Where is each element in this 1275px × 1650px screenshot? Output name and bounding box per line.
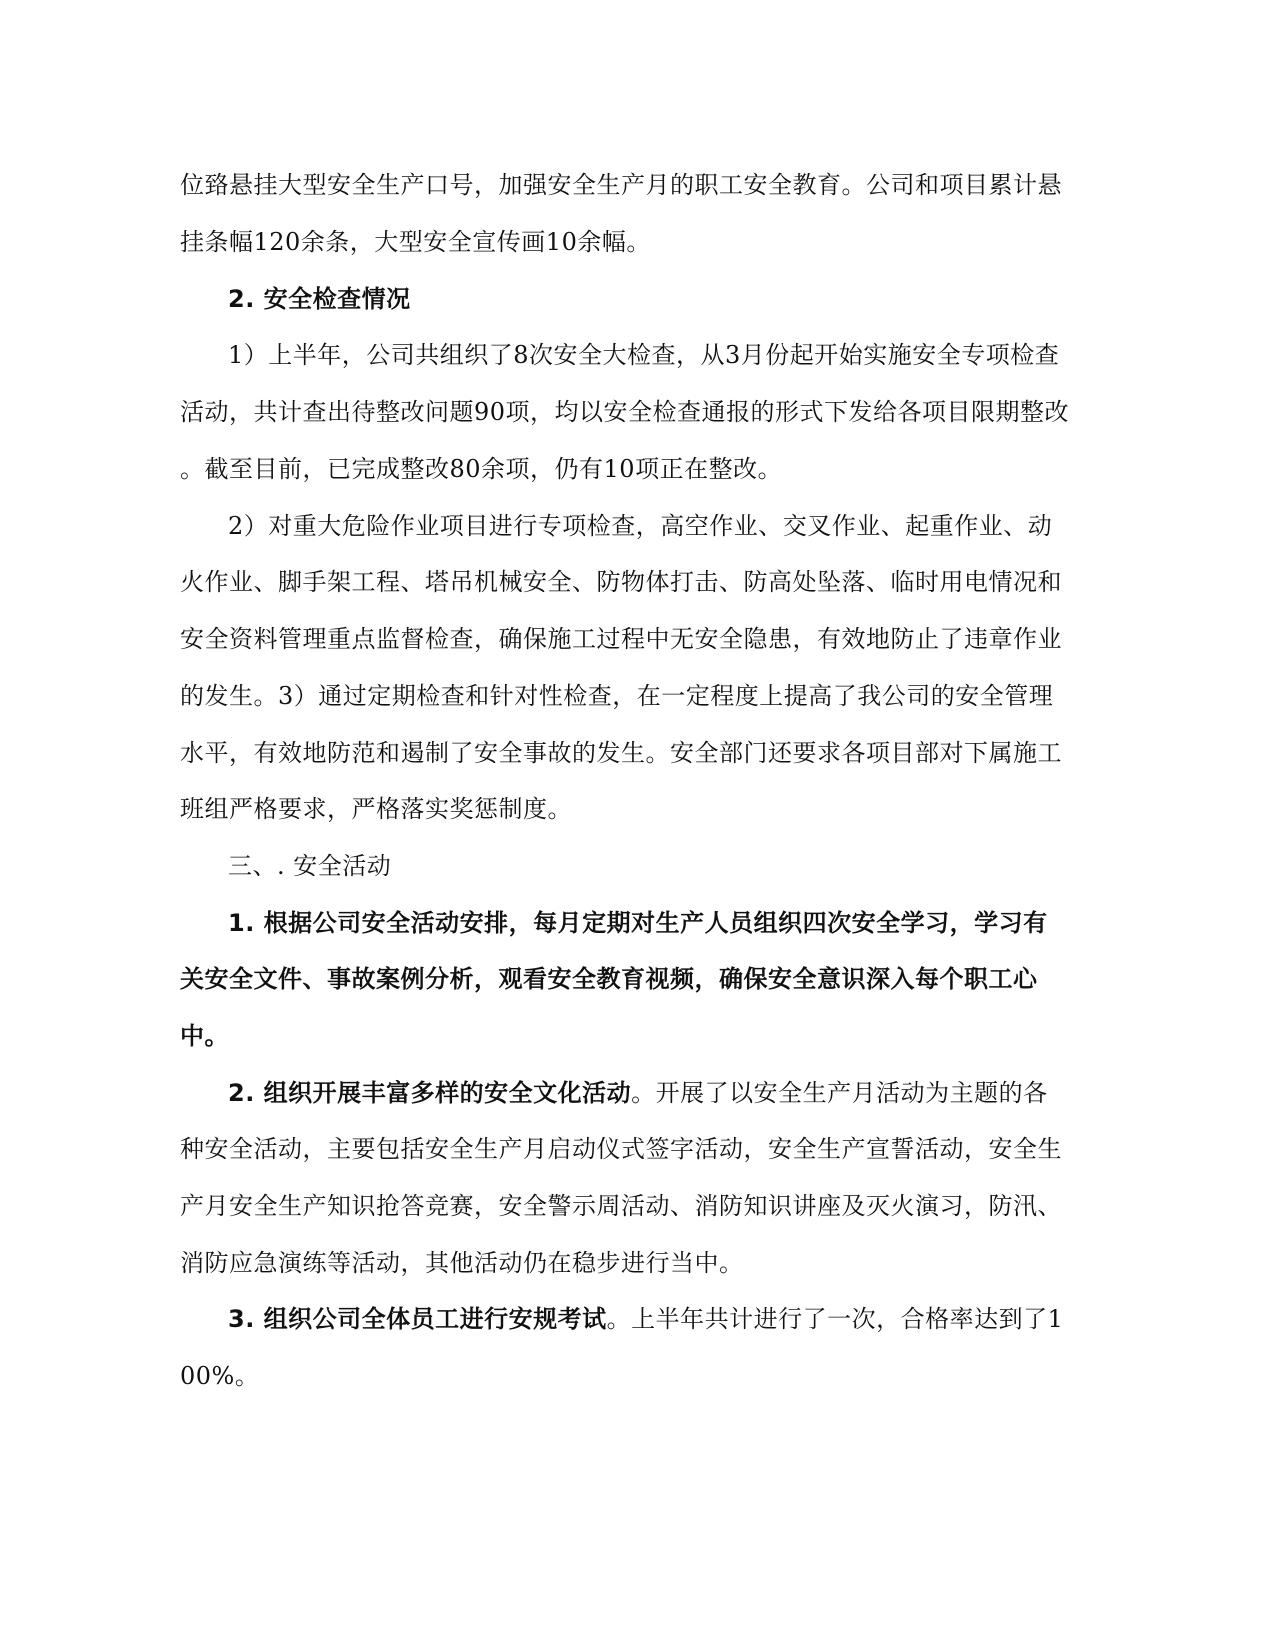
mixed-line <box>228 1304 1063 1334</box>
bold-line: 1. 根据公司安全活动安排，每月定期对生产人员组织四次安全学习，学习有 <box>228 909 1048 937</box>
section-heading: 2. 安全检查情况 <box>228 285 411 313</box>
body-text: 。上半年共计进行了一次，合格率达到了1 <box>606 1305 1064 1333</box>
body-line: 种安全活动，主要包括安全生产月启动仪式签字活动，安全生产宣誓活动，安全生 <box>180 1135 1062 1163</box>
body-line: 水平，有效地防范和遏制了安全事故的发生。安全部门还要求各项目部对下属施工 <box>180 739 1062 767</box>
body-line: 活动，共计查出待整改问题90项，均以安全检查通报的形式下发给各项目限期整改 <box>180 398 1070 426</box>
bold-lead: 2. 组织开展丰富多样的安全文化活动 <box>228 1079 632 1107</box>
mixed-line <box>228 1078 1048 1108</box>
bold-lead: 3. 组织公司全体员工进行安规考试 <box>228 1305 607 1333</box>
bold-line: 中。 <box>180 1022 229 1050</box>
bold-line: 关安全文件、事故案例分析，观看安全教育视频，确保安全意识深入每个职工心 <box>180 965 1038 993</box>
body-line: 。截至目前，已完成整改80余项，仍有10项正在整改。 <box>180 455 783 483</box>
body-line: 的发生。3）通过定期检查和针对性检查，在一定程度上提高了我公司的安全管理 <box>180 682 1054 710</box>
section-heading: 三、. 安全活动 <box>228 852 392 880</box>
body-line: 消防应急演练等活动，其他活动仍在稳步进行当中。 <box>180 1249 744 1277</box>
body-line: 00%。 <box>180 1362 260 1390</box>
body-text: 。开展了以安全生产月活动为主题的各 <box>631 1079 1048 1107</box>
body-line: 2）对重大危险作业项目进行专项检查，高空作业、交叉作业、起重作业、动 <box>228 512 1053 540</box>
body-line: 产月安全生产知识抢答竞赛，安全警示周活动、消防知识讲座及灭火演习，防汛、 <box>180 1192 1062 1220</box>
body-line: 班组严格要求，严格落实奖惩制度。 <box>180 795 572 823</box>
body-line: 1）上半年，公司共组织了8次安全大检查，从3月份起开始实施安全专项检查 <box>228 341 1060 369</box>
body-line: 位臵悬挂大型安全生产口号，加强安全生产月的职工安全教育。公司和项目累计悬 <box>180 171 1062 199</box>
body-line: 挂条幅120余条，大型安全宣传画10余幅。 <box>180 228 651 256</box>
body-line: 安全资料管理重点监督检查，确保施工过程中无安全隐患，有效地防止了违章作业 <box>180 625 1062 653</box>
body-line: 火作业、脚手架工程、塔吊机械安全、防物体打击、防高处坠落、临时用电情况和 <box>180 568 1062 596</box>
